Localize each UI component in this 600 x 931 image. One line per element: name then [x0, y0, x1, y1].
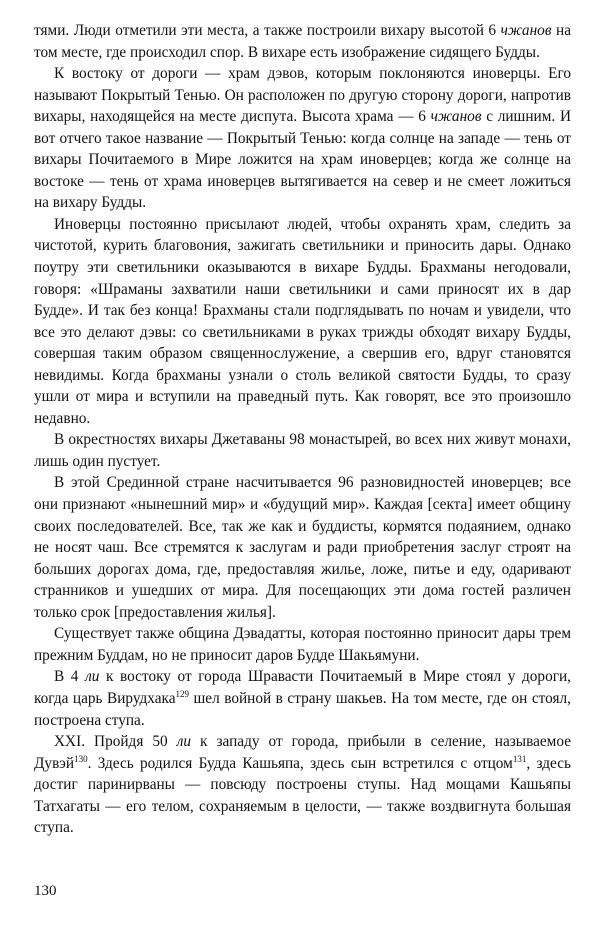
italic-term: чжанов: [430, 108, 482, 126]
paragraph-4: [34, 472, 571, 623]
text-run: к востоку от города Шравасти Почитаемый в Мире стоял у дороги, когда царь Вирудхака: [34, 668, 571, 707]
paragraph-2: [34, 214, 571, 429]
text-run: к западу от города, прибыли в селение, называемое Дувэй: [34, 733, 571, 772]
text-run: В окрестностях вихары Джетаваны 98 монастырей, во всех них живут монахи, лишь один пустует.: [34, 431, 571, 470]
footnote-ref: 130: [74, 753, 88, 764]
paragraph-0: [34, 20, 571, 63]
text-run: с лишним. И вот отчего такое название — Покрытый Тенью: когда солнце на западе — тень от вихары Почитаемого в Мире ложится на храм иноверцев; когда же солнце на востоке — тень от храма иноверцев вытягивается на север и не смеет ложиться на вихару Будды.: [34, 108, 571, 212]
text-run: В этой Срединной стране насчитывается 96 разновидностей иноверцев; все они признают «нынешний мир» и «будущий мир». Каждая [секта] имеет общину своих последователей. Все, так же как и буддисты, кормятся подаянием, однако не носят чаш. Все стремятся к заслугам и ради приобретения заслуг строят на больших дорогах дома, где, предоставляя жилье, ложе, питье и еду, одаривают странников и ушедших от мира. Для посещающих эти дома гостей различен только срок [предоставления жилья].: [34, 474, 571, 621]
paragraph-6: [34, 666, 571, 731]
footnote-ref: 131: [512, 753, 527, 764]
text-run: на том месте, где происходил спор. В вихаре есть изображение сидящего Будды.: [34, 22, 571, 61]
text-run: . Здесь родился Будда Кашьяпа, здесь сын встретился с отцом: [87, 754, 513, 772]
text-run: XXI. Пройдя 50: [54, 733, 177, 751]
text-run: Существует также община Дэвадатты, которая постоянно приносит дары трем прежним Буддам, но не приносит даров Будде Шакьямуни.: [34, 625, 571, 664]
paragraph-5: [34, 623, 571, 666]
italic-term: чжанов: [500, 22, 552, 39]
page-body: [34, 20, 571, 839]
paragraph-3: [34, 429, 571, 472]
text-run: В 4: [54, 668, 86, 686]
italic-term: ли: [85, 668, 100, 686]
text-run: К востоку от дороги — храм дэвов, которым поклоняются иноверцы. Его называют Покрытый Тенью. Он расположен по другую сторону дороги, напротив вихары, находящейся на месте диспута. Высота храма — 6: [34, 65, 571, 126]
paragraph-7: [34, 731, 571, 839]
paragraph-1: [34, 63, 571, 214]
text-run: , здесь достиг паринирваны — повсюду построены ступы. Над мощами Кашьяпы Татхагаты — его телом, сохраняемым в целости, — также воздвигнута большая ступа.: [34, 754, 571, 837]
text-run: шел войной в страну шакьев. На том месте, где он стоял, построена ступа.: [34, 689, 571, 729]
footnote-ref: 129: [175, 688, 190, 699]
italic-term: ли: [176, 733, 192, 751]
text-run: тями. Люди отметили эти места, а также построили вихару высотой 6: [34, 22, 501, 39]
page-number: 130: [34, 883, 57, 899]
text-run: Иноверцы постоянно присылают людей, чтобы охранять храм, следить за чистотой, курить благовония, зажигать светильники и приносить дары. Однако поутру эти светильники оказываются в вихаре Будды. Брахманы негодовали, говоря: «Шраманы захватили наши светильники и сами приносят их в дар Будде». И так без конца! Брахманы стали подглядывать по ночам и увидели, что все это делают дэвы: со светильниками в руках трижды обходят вихару Будды, совершая таким образом священнослужение, а свершив его, вдруг становятся невидимы. Когда брахманы узнали о столь великой святости Будды, то сразу ушли от мира и вступили на праведный путь. Как говорят, все это произошло недавно.: [34, 215, 571, 427]
